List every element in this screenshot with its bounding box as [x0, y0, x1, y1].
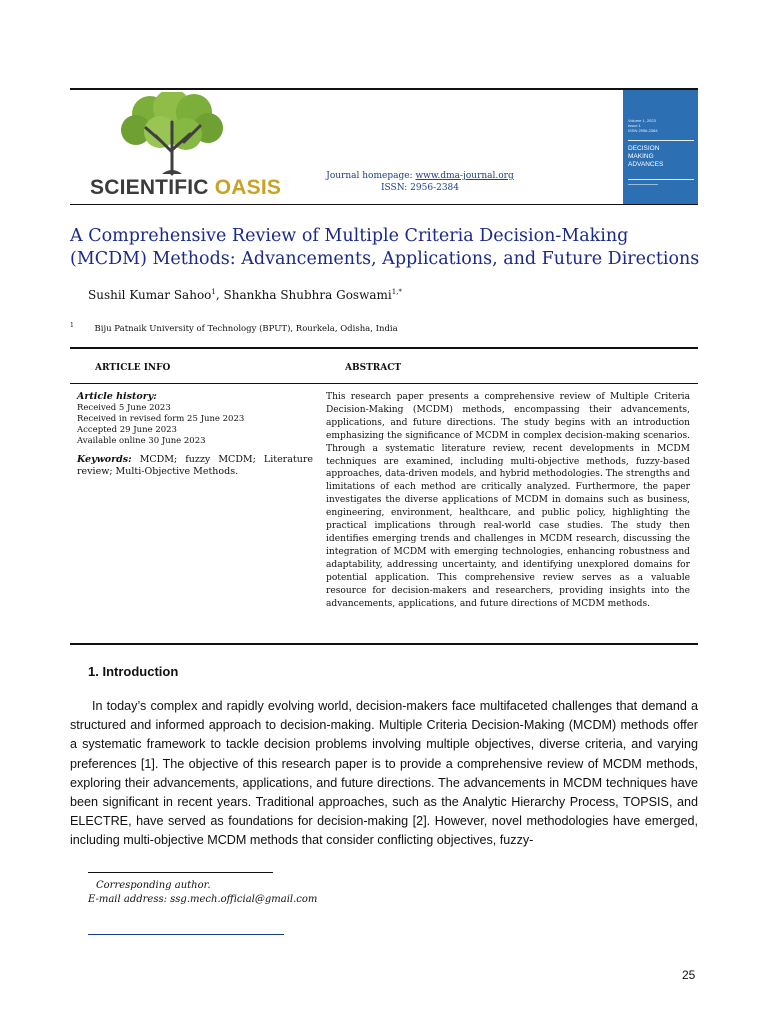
- authors: Sushil Kumar Sahoo$^1$, Shankha Shubhra Goswami$^{1,*}$: [88, 288, 402, 302]
- affiliation-number: 1: [70, 322, 74, 329]
- author-affil-sup: 1,*: [391, 288, 402, 296]
- cover-small-text: [628, 118, 658, 133]
- journal-homepage-link[interactable]: www.dma-journal.org: [415, 171, 514, 181]
- section-heading: 1. Introduction: [88, 664, 179, 679]
- article-info-header: ARTICLE INFO: [95, 363, 171, 373]
- article-info: [77, 391, 313, 478]
- received-date: Received 5 June 2023: [77, 403, 171, 413]
- cover-small-line: Volume 1, 2023: [628, 118, 656, 123]
- logo-suffix: OASIS: [214, 176, 282, 199]
- accepted-date: Accepted 29 June 2023: [77, 425, 177, 435]
- issn: ISSN: 2956-2384: [380, 183, 460, 193]
- history-label: Article history:: [77, 391, 157, 402]
- keywords-text: MCDM; fuzzy MCDM; Literature review; Multi-Objective Methods.: [77, 454, 313, 477]
- tree-logo-icon: [88, 92, 268, 176]
- info-mid-rule: [70, 383, 698, 384]
- header-bottom-rule: [70, 204, 698, 205]
- email-note: E-mail address: ssg.mech.official@gmail.com: [88, 894, 318, 905]
- cover-small-line: ISSN 2956-2384: [628, 128, 658, 133]
- revised-date: Received in revised form 25 June 2023: [77, 414, 245, 424]
- info-bottom-rule: [70, 643, 698, 645]
- logo-wordmark: [90, 176, 281, 200]
- journal-cover: [623, 90, 698, 204]
- corresponding-author-note: Corresponding author.: [96, 880, 211, 891]
- keywords: [77, 454, 313, 478]
- abstract-header: ABSTRACT: [345, 363, 402, 373]
- cover-rule: [628, 140, 694, 141]
- logo-prefix: SCIENTIFIC: [90, 176, 215, 199]
- affiliation: [70, 322, 398, 334]
- affiliation-text: Biju Patnaik University of Technology (BPUT), Rourkela, Odisha, India: [94, 323, 398, 334]
- author-affil-sup: 1: [211, 288, 216, 296]
- cover-rule: [628, 179, 694, 180]
- journal-homepage-line: [300, 170, 540, 182]
- footnote-link-rule: [88, 934, 284, 935]
- author-name: Sushil Kumar Sahoo: [88, 288, 212, 302]
- page-number: 25: [682, 968, 696, 982]
- cover-rule: [628, 184, 658, 185]
- footnote-rule: [88, 872, 273, 873]
- paper-title: [70, 225, 710, 271]
- header-top-rule: [70, 88, 698, 90]
- scientific-oasis-logo: [88, 92, 282, 200]
- journal-info: [300, 170, 540, 194]
- cover-title: DECISION MAKING ADVANCES: [628, 145, 664, 168]
- cover-small-line: Issue 1: [628, 123, 641, 128]
- journal-homepage-label: Journal homepage:: [326, 171, 416, 181]
- keywords-label: Keywords:: [77, 454, 132, 465]
- abstract-text: This research paper presents a comprehensive review of Multiple Criteria Decision-Making (MCDM) methods, encompassing their advancements, applications, and future directions. The study begins with an introduction emphasizing the significance of MCDM in complex decision-making scenarios. Through a systematic literature review, recent developments in MCDM techniques are examined, including multi-objective methods, fuzzy-based approaches, data-driven models, and hybrid methodologies. The strengths and limitations of each method are critically analyzed. Furthermore, the paper investigates the diverse applications of MCDM in domains such as business, engineering, environment, healthcare, and public policy, highlighting the practical implications through real-world case studies. The study then identifies emerging trends and challenges in MCDM research, discussing the integration of MCDM with emerging technologies, enhancing robustness and adaptability, addressing uncertainty, and identifying unexplored domains for potential application. This comprehensive review serves as a valuable resource for decision-makers and researchers, providing insights into the advancements, applications, and future directions of MCDM methods.: [326, 392, 690, 609]
- paper-title-line: A Comprehensive Review of Multiple Criteria Decision-Making: [70, 226, 629, 246]
- info-top-rule: [70, 347, 698, 349]
- paper-title-line: (MCDM) Methods: Advancements, Applications, and Future Directions: [70, 249, 700, 269]
- online-date: Available online 30 June 2023: [77, 436, 206, 446]
- introduction-paragraph: In today’s complex and rapidly evolving world, decision-makers face multifaceted challenges that demand a structured and informed approach to decision-making. Multiple Criteria Decision-Making (MCDM) methods offer a systematic framework to tackle decision problems involving multiple objectives, diverse criteria, and varying preferences [1]. The objective of this research paper is to provide a comprehensive review of MCDM methods, exploring their advancements, applications, and future directions. The advancements in MCDM techniques have been significant in recent years. Traditional approaches, such as the Analytic Hierarchy Process, TOPSIS, and ELECTRE, have served as foundations for decision-making [2]. However, novel methodologies have emerged, including multi-objective MCDM methods that consider conflicting objectives, fuzzy-: [70, 699, 698, 848]
- author-name: Shankha Shubhra Goswami: [223, 288, 392, 302]
